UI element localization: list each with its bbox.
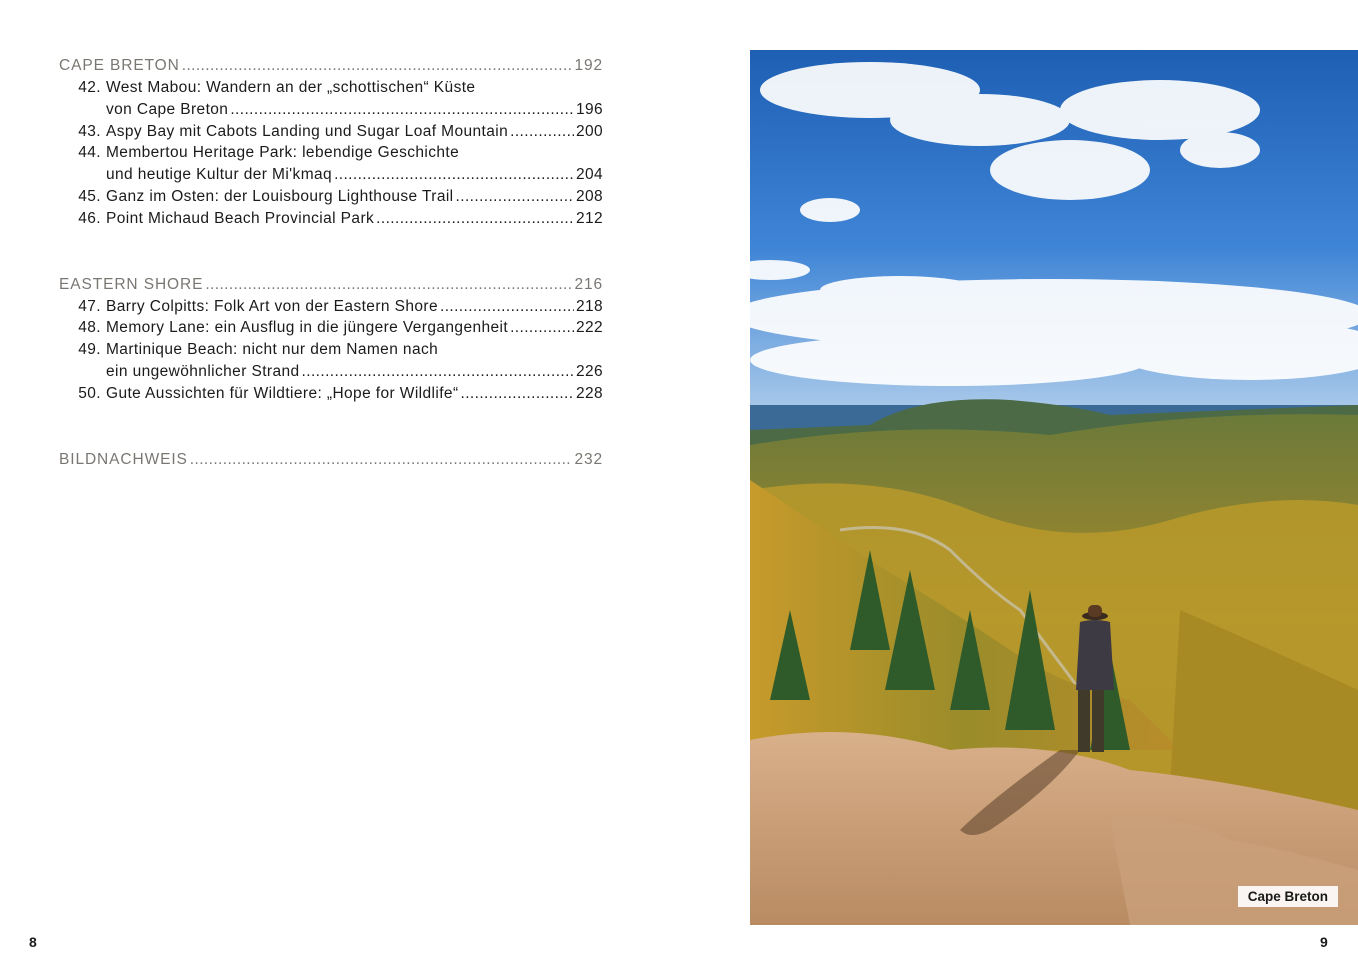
entry-title: Point Michaud Beach Provincial Park [106, 209, 375, 227]
dot-leader [205, 274, 572, 296]
dot-leader [334, 164, 574, 186]
entry-title-continued: und heutige Kultur der Mi'kmaq [106, 166, 333, 184]
section-heading-row[interactable] [59, 449, 603, 471]
page-number: 216 [574, 275, 603, 293]
page-number: 200 [575, 122, 603, 140]
page-number: 218 [575, 297, 603, 315]
toc-entry[interactable] [59, 121, 603, 143]
entry-number: 45. [78, 187, 101, 205]
toc-entry[interactable] [59, 208, 603, 230]
entry-title: Membertou Heritage Park: lebendige Geschichte [106, 144, 460, 162]
entry-number: 47. [78, 297, 101, 315]
entry-title: Memory Lane: ein Ausflug in die jüngere Vergangenheit [106, 319, 509, 337]
page-number: 192 [574, 57, 603, 74]
dot-leader [230, 99, 574, 121]
dot-leader [182, 55, 573, 77]
page-folio-left: 8 [29, 934, 37, 950]
dot-leader [510, 317, 574, 339]
toc-section-bildnachweis [59, 449, 603, 471]
entry-title: Ganz im Osten: der Louisbourg Lighthouse Trail [106, 187, 454, 205]
entry-title: Aspy Bay mit Cabots Landing und Sugar Loaf Mountain [106, 122, 509, 140]
photo-illustration [750, 50, 1358, 925]
entry-title-continued: ein ungewöhnlicher Strand [106, 362, 300, 380]
page-number: 232 [574, 450, 603, 468]
toc-entry[interactable] [59, 186, 603, 208]
entry-number: 46. [78, 209, 101, 227]
page-folio-right: 9 [1320, 934, 1328, 950]
dot-leader [376, 208, 574, 230]
entry-title: West Mabou: Wandern an der „schottischen“ Küste [106, 79, 476, 96]
toc-entry[interactable] [59, 383, 603, 405]
entry-title: Martinique Beach: nicht nur dem Namen nach [106, 341, 439, 359]
section-heading: EASTERN SHORE [59, 275, 204, 293]
entry-number: 50. [78, 384, 101, 402]
entry-title-continued: von Cape Breton [106, 100, 229, 118]
landscape-photo [750, 50, 1358, 925]
page-number: 226 [575, 362, 603, 380]
dot-leader [456, 186, 574, 208]
page-number: 204 [575, 166, 603, 184]
page-number: 222 [575, 319, 603, 337]
dot-leader [461, 383, 574, 405]
toc-entry[interactable] [59, 296, 603, 318]
photo-caption: Cape Breton [1238, 886, 1338, 907]
dot-leader [190, 449, 573, 471]
entry-title: Gute Aussichten für Wildtiere: „Hope for Wildlife“ [106, 384, 459, 402]
toc-entry[interactable] [59, 339, 603, 383]
dot-leader [510, 121, 574, 143]
dot-leader [302, 361, 574, 383]
toc-section-eastern-shore [59, 274, 603, 405]
section-heading-row[interactable] [59, 55, 603, 77]
page-number: 212 [575, 209, 603, 227]
entry-number: 42. [78, 79, 101, 96]
entry-title: Barry Colpitts: Folk Art von der Eastern Shore [106, 297, 438, 315]
toc-section-cape-breton [59, 55, 603, 230]
dot-leader [440, 296, 574, 318]
section-heading: CAPE BRETON [59, 57, 180, 74]
section-heading-row[interactable] [59, 274, 603, 296]
toc-entry[interactable] [59, 142, 603, 186]
page-number: 208 [575, 187, 603, 205]
section-heading: BILDNACHWEIS [59, 450, 188, 468]
toc-entry[interactable] [59, 77, 603, 121]
entry-number: 48. [78, 319, 101, 337]
table-of-contents [59, 55, 603, 515]
page-number: 228 [575, 384, 603, 402]
entry-number: 43. [78, 122, 101, 140]
toc-entry[interactable] [59, 317, 603, 339]
entry-number: 49. [78, 341, 101, 359]
entry-number: 44. [78, 144, 101, 162]
page-number: 196 [575, 100, 603, 118]
